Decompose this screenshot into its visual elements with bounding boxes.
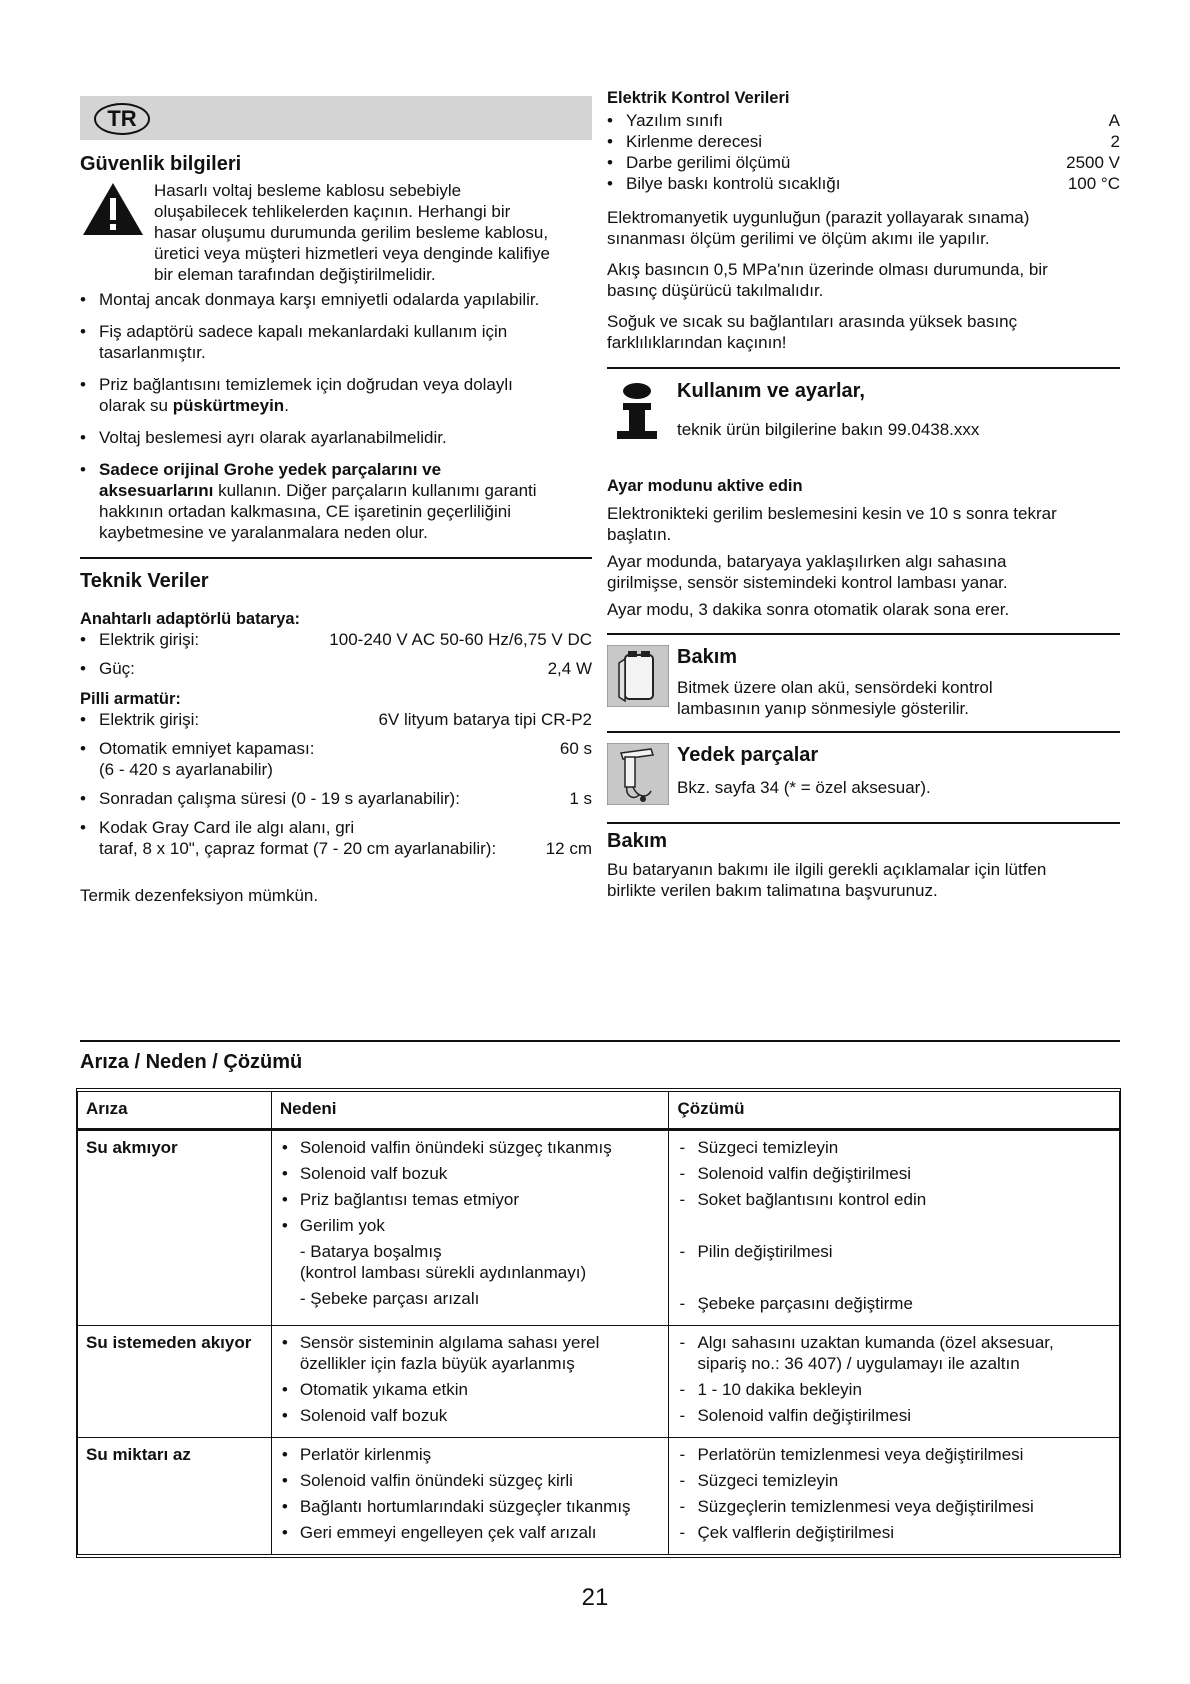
safety-item bbox=[80, 374, 592, 416]
electric-label: • Yazılım sınıfı bbox=[626, 111, 723, 130]
remedy-line bbox=[677, 1163, 1111, 1184]
line-text: Süzgeci temizleyin bbox=[697, 1138, 839, 1157]
safety-item-text: . bbox=[284, 396, 289, 415]
cause-cell bbox=[271, 1438, 669, 1555]
remedy-line bbox=[677, 1137, 1111, 1158]
remedy-line bbox=[677, 1332, 1111, 1374]
table-row bbox=[78, 1438, 1120, 1555]
spec-label: • Otomatik emniyet kapaması: bbox=[99, 739, 315, 758]
cause-line bbox=[280, 1288, 661, 1309]
battery-list bbox=[80, 709, 592, 859]
faults-title: Arıza / Neden / Çözümü bbox=[80, 1051, 303, 1073]
line-text: Solenoid valfin değiştirilmesi bbox=[697, 1406, 912, 1425]
remedy-line bbox=[677, 1496, 1111, 1517]
divider bbox=[607, 633, 1120, 635]
fault-table bbox=[77, 1091, 1120, 1555]
spec-label: • Elektrik girişi: bbox=[99, 630, 200, 649]
electric-row bbox=[607, 152, 1120, 173]
spec-row bbox=[80, 629, 592, 650]
text-line: Elektronikteki gerilim beslemesini kesin ve 10 s sonra tekrar bbox=[607, 504, 1057, 523]
mode-paragraph bbox=[607, 551, 1120, 593]
cause-line bbox=[280, 1496, 661, 1517]
cause-line bbox=[280, 1241, 661, 1283]
blank-line bbox=[677, 1267, 1111, 1288]
remedy-line bbox=[677, 1444, 1111, 1465]
spec-label: • Elektrik girişi: bbox=[99, 710, 200, 729]
cause-line bbox=[280, 1522, 661, 1543]
line-text: Solenoid valf bozuk bbox=[299, 1164, 448, 1183]
safety-item bbox=[80, 459, 592, 543]
line-text: Süzgeçlerin temizlenmesi veya değiştirilmesi bbox=[697, 1497, 1034, 1516]
line-text: 1 - 10 dakika bekleyin bbox=[697, 1380, 862, 1399]
safety-item-line bbox=[99, 459, 592, 480]
cause-line bbox=[280, 1444, 661, 1465]
spec-value: 2,4 W bbox=[547, 659, 592, 678]
mode-paragraph: Ayar modu, 3 dakika sonra otomatik olarak sona erer. bbox=[607, 600, 1010, 619]
left-column bbox=[80, 96, 592, 906]
text-line: girilmişse, sensör sistemindeki kontrol lambası yanar. bbox=[607, 573, 1008, 592]
text-line: sınanması ölçüm gerilimi ve ölçüm akımı ile yapılır. bbox=[607, 229, 990, 248]
safety-item-text: olarak su bbox=[99, 396, 173, 415]
spec-value: 60 s bbox=[559, 739, 592, 758]
cause-line bbox=[280, 1189, 661, 1210]
column-header: Çözümü bbox=[669, 1092, 1120, 1130]
maintenance-text bbox=[677, 645, 993, 719]
safety-item-bold: Sadece orijinal Grohe yedek parçalarını ve bbox=[99, 460, 442, 479]
line-text: Gerilim yok bbox=[299, 1216, 385, 1235]
mode-paragraph bbox=[607, 503, 1120, 545]
line-text: (kontrol lambası sürekli aydınlanmayı) bbox=[299, 1263, 587, 1282]
maintenance-title: Bakım bbox=[677, 646, 738, 668]
fault-table-body bbox=[78, 1130, 1120, 1555]
safety-item-line: kaybetmesine ve yaralanmalara neden olur. bbox=[99, 523, 428, 542]
safety-item-line: • Fiş adaptörü sadece kapalı mekanlardaki kullanım için bbox=[99, 322, 508, 341]
line-text: özellikler için fazla büyük ayarlanmış bbox=[299, 1354, 575, 1373]
divider bbox=[80, 557, 592, 559]
text-line: Soğuk ve sıcak su bağlantıları arasında yüksek basınç bbox=[607, 312, 1018, 331]
battery-icon bbox=[607, 645, 677, 719]
cause-line bbox=[280, 1470, 661, 1491]
line-text: Otomatik yıkama etkin bbox=[299, 1380, 469, 1399]
safety-item-bold: aksesuarlarını bbox=[99, 481, 214, 500]
electric-label: • Kirlenme derecesi bbox=[626, 132, 763, 151]
line-text: - Şebeke parçası arızalı bbox=[299, 1289, 480, 1308]
spec-row bbox=[80, 738, 592, 780]
spec-row bbox=[80, 817, 592, 859]
table-row bbox=[78, 1326, 1120, 1438]
text-line: Ayar modunda, bataryaya yaklaşılırken algı sahasına bbox=[607, 552, 1007, 571]
remedy-cell bbox=[669, 1438, 1120, 1555]
electric-paragraph bbox=[607, 259, 1120, 301]
electric-row bbox=[607, 131, 1120, 152]
spec-row bbox=[80, 788, 592, 809]
warning-line: oluşabilecek tehlikelerden kaçının. Herhangi bir bbox=[154, 202, 511, 221]
line-text: Soket bağlantısını kontrol edin bbox=[697, 1190, 927, 1209]
right-column bbox=[607, 88, 1120, 901]
text-line: Elektromanyetik uygunluğun (parazit yollayarak sınama) bbox=[607, 208, 1030, 227]
spec-value: 6V lityum batarya tipi CR-P2 bbox=[378, 710, 592, 729]
adapter-list bbox=[80, 629, 592, 679]
spec-value: 12 cm bbox=[545, 839, 592, 858]
line-text: Geri emmeyi engelleyen çek valf arızalı bbox=[299, 1523, 597, 1542]
text-line: Akış basıncın 0,5 MPa'nın üzerinde olması durumunda, bir bbox=[607, 260, 1048, 279]
line-text: Priz bağlantısı temas etmiyor bbox=[299, 1190, 520, 1209]
cause-line bbox=[280, 1332, 661, 1374]
safety-item-text: kullanın. Diğer parçaların kullanımı garanti bbox=[213, 481, 537, 500]
line-text: Pilin değiştirilmesi bbox=[697, 1242, 833, 1261]
electric-value: A bbox=[1108, 111, 1120, 130]
cause-cell bbox=[271, 1326, 669, 1438]
spec-row bbox=[80, 658, 592, 679]
line-text: Solenoid valfin önündeki süzgeç kirli bbox=[299, 1471, 573, 1490]
text-line: başlatın. bbox=[607, 525, 672, 544]
remedy-line bbox=[677, 1189, 1111, 1210]
usage-reference: teknik ürün bilgilerine bakın 99.0438.xxx bbox=[677, 420, 980, 439]
warning-line: hasar oluşumu durumunda gerilim besleme kablosu, bbox=[154, 223, 549, 242]
care-title: Bakım bbox=[607, 830, 668, 852]
spares-title: Yedek parçalar bbox=[677, 744, 819, 766]
language-bar bbox=[80, 96, 592, 140]
cause-line bbox=[280, 1137, 661, 1158]
spec-sub: (6 - 420 s ayarlanabilir) bbox=[99, 760, 273, 779]
maintenance-block bbox=[607, 645, 1120, 719]
spec-label: taraf, 8 x 10", çapraz format (7 - 20 cm ayarlanabilir): bbox=[99, 839, 497, 858]
safety-item bbox=[80, 321, 592, 363]
fault-cell: Su miktarı az bbox=[78, 1438, 272, 1555]
safety-item-line: • Priz bağlantısını temizlemek için doğrudan veya dolaylı bbox=[99, 375, 513, 394]
spec-label: • Kodak Gray Card ile algı alanı, gri bbox=[99, 818, 355, 837]
safety-item-line bbox=[99, 395, 592, 416]
spare-parts-icon bbox=[607, 743, 677, 810]
column-header: Nedeni bbox=[271, 1092, 669, 1130]
cause-line bbox=[280, 1215, 661, 1236]
remedy-cell bbox=[669, 1326, 1120, 1438]
mode-title: Ayar modunu aktive edin bbox=[607, 477, 803, 495]
line-text: sipariş no.: 36 407) / uygulamayı ile azaltın bbox=[697, 1354, 1020, 1373]
tech-note: Termik dezenfeksiyon mümkün. bbox=[80, 886, 319, 905]
fault-cell: Su akmıyor bbox=[78, 1130, 272, 1326]
remedy-line bbox=[677, 1293, 1111, 1314]
battery-title: Pilli armatür: bbox=[80, 690, 181, 708]
electric-label: • Darbe gerilimi ölçümü bbox=[626, 153, 791, 172]
electric-value: 2 bbox=[1110, 132, 1120, 151]
line-text: Şebeke parçasını değiştirme bbox=[697, 1294, 913, 1313]
divider bbox=[607, 822, 1120, 824]
usage-title: Kullanım ve ayarlar, bbox=[677, 380, 865, 402]
electric-row bbox=[607, 110, 1120, 131]
spec-label: • Güç: bbox=[99, 659, 135, 678]
column-header: Arıza bbox=[78, 1092, 272, 1130]
line-text: Bağlantı hortumlarındaki süzgeçler tıkanmış bbox=[299, 1497, 631, 1516]
cause-line bbox=[280, 1163, 661, 1184]
spec-value: 1 s bbox=[569, 789, 592, 808]
safety-item-line: tasarlanmıştır. bbox=[99, 343, 206, 362]
remedy-line bbox=[677, 1379, 1111, 1400]
warning-line: Hasarlı voltaj besleme kablosu sebebiyle bbox=[154, 181, 462, 200]
remedy-line bbox=[677, 1470, 1111, 1491]
text-line: basınç düşürücü takılmalıdır. bbox=[607, 281, 824, 300]
line-text: Solenoid valf bozuk bbox=[299, 1406, 448, 1425]
language-badge: TR bbox=[94, 103, 150, 135]
line-text: Solenoid valfin değiştirilmesi bbox=[697, 1164, 912, 1183]
text-line: lambasının yanıp sönmesiyle gösterilir. bbox=[677, 699, 969, 718]
blank-line bbox=[677, 1215, 1111, 1236]
cause-cell bbox=[271, 1130, 669, 1326]
divider bbox=[80, 1040, 1120, 1042]
divider bbox=[607, 731, 1120, 733]
usage-text bbox=[677, 379, 979, 450]
spares-text bbox=[677, 743, 931, 810]
electric-paragraph bbox=[607, 207, 1120, 249]
safety-item-line: • Voltaj beslemesi ayrı olarak ayarlanabilmelidir. bbox=[99, 428, 447, 447]
electric-paragraph bbox=[607, 311, 1120, 353]
fault-cell: Su istemeden akıyor bbox=[78, 1326, 272, 1438]
electric-value: 100 °C bbox=[1067, 174, 1120, 193]
electric-label: • Bilye baskı kontrolü sıcaklığı bbox=[626, 174, 841, 193]
spares-reference: Bkz. sayfa 34 (* = özel aksesuar). bbox=[677, 778, 931, 797]
cause-line bbox=[280, 1405, 661, 1426]
divider bbox=[607, 367, 1120, 369]
line-text: Süzgeci temizleyin bbox=[697, 1471, 839, 1490]
warning-line: bir eleman tarafından değiştirilmelidir. bbox=[154, 265, 436, 284]
spec-row bbox=[80, 709, 592, 730]
warning-icon bbox=[80, 180, 152, 285]
line-text: Solenoid valfin önündeki süzgeç tıkanmış bbox=[299, 1138, 612, 1157]
safety-list bbox=[80, 289, 592, 543]
usage-block bbox=[607, 379, 1120, 450]
safety-item-line: • Montaj ancak donmaya karşı emniyetli odalarda yapılabilir. bbox=[99, 290, 540, 309]
electric-title: Elektrik Kontrol Verileri bbox=[607, 89, 790, 107]
safety-item bbox=[80, 427, 592, 448]
page-number: 21 bbox=[581, 1584, 609, 1611]
text-line: Bu bataryanın bakımı ile ilgili gerekli açıklamalar için lütfen bbox=[607, 860, 1047, 879]
electric-row bbox=[607, 173, 1120, 194]
line-text: Sensör sisteminin algılama sahası yerel bbox=[299, 1333, 600, 1352]
line-text: Çek valflerin değiştirilmesi bbox=[697, 1523, 894, 1542]
remedy-cell bbox=[669, 1130, 1120, 1326]
safety-item-bold: püskürtmeyin bbox=[172, 396, 285, 415]
warning-block bbox=[80, 180, 592, 285]
remedy-line bbox=[677, 1241, 1111, 1262]
spec-value: 100-240 V AC 50-60 Hz/6,75 V DC bbox=[329, 630, 592, 649]
safety-item-line: hakkının ortadan kalkmasına, CE işaretinin geçerliliğini bbox=[99, 502, 511, 521]
electric-value: 2500 V bbox=[1066, 153, 1120, 172]
warning-text bbox=[154, 180, 550, 285]
warning-line: üretici veya müşteri hizmetleri veya denginde kalifiye bbox=[154, 244, 550, 263]
line-text: Perlatör kirlenmiş bbox=[299, 1445, 432, 1464]
table-header-row bbox=[78, 1092, 1120, 1130]
line-text: Perlatörün temizlenmesi veya değiştirilmesi bbox=[697, 1445, 1024, 1464]
safety-title: Güvenlik bilgileri bbox=[80, 153, 242, 175]
safety-item-line bbox=[99, 480, 592, 501]
safety-item bbox=[80, 289, 592, 310]
line-text: Algı sahasını uzaktan kumanda (özel aksesuar, bbox=[697, 1333, 1054, 1352]
text-line: farklılıklarından kaçının! bbox=[607, 333, 787, 352]
adapter-title: Anahtarlı adaptörlü batarya: bbox=[80, 610, 301, 628]
cause-line bbox=[280, 1379, 661, 1400]
line-text: - Batarya boşalmış bbox=[299, 1242, 442, 1261]
info-icon bbox=[607, 379, 677, 450]
electric-list bbox=[607, 110, 1120, 194]
table-row bbox=[78, 1130, 1120, 1326]
tech-title: Teknik Veriler bbox=[80, 570, 209, 592]
remedy-line bbox=[677, 1405, 1111, 1426]
spares-block bbox=[607, 743, 1120, 810]
text-line: birlikte verilen bakım talimatına başvurunuz. bbox=[607, 881, 938, 900]
remedy-line bbox=[677, 1522, 1111, 1543]
text-line: Bitmek üzere olan akü, sensördeki kontrol bbox=[677, 678, 993, 697]
spec-label: • Sonradan çalışma süresi (0 - 19 s ayarlanabilir): bbox=[99, 789, 460, 808]
